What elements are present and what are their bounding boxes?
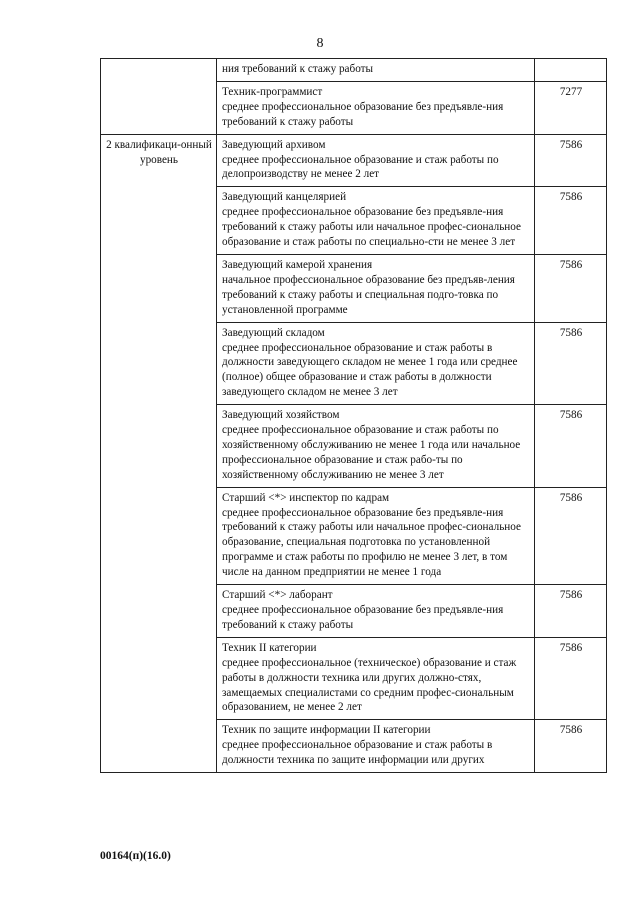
position-cell <box>217 134 535 187</box>
position-title: Старший <*> лаборант <box>222 589 333 602</box>
position-requirements: среднее профессиональное образование и стаж работы по делопроизводству не менее 2 лет <box>222 153 499 181</box>
page-number: 8 <box>316 36 324 51</box>
position-title: Заведующий канцелярией <box>222 191 347 204</box>
position-requirements: среднее профессиональное образование и стаж работы в должности заведующего складом не менее 1 года или среднее (полное) общее образование и стаж работы в должности заведующего складом не менее 3 лет <box>222 341 518 399</box>
position-cell <box>217 322 535 405</box>
position-title: Заведующий складом <box>222 326 325 339</box>
position-requirements: среднее профессиональное образование без предъявле-ния требований к стажу работы или начальное профес-сиональное образование, специальная подготовка по установленной программе и стаж работы по профилю не менее 3 лет, в том числе на данном предприятии не менее 1 года <box>222 506 521 579</box>
position-cell <box>217 637 535 720</box>
position-title: Заведующий хозяйством <box>222 409 340 422</box>
position-cell <box>217 720 535 773</box>
position-cell <box>217 487 535 584</box>
position-requirements: среднее профессиональное образование без предъявле-ния требований к стажу работы <box>222 100 504 128</box>
code-cell: 7586 <box>535 405 607 488</box>
document-code: 00164(п)(16.0) <box>100 850 171 862</box>
position-requirements: ния требований к стажу работы <box>222 63 374 75</box>
position-cell <box>217 405 535 488</box>
code-cell: 7586 <box>535 487 607 584</box>
position-title: Техник по защите информации II категории <box>222 724 431 737</box>
position-requirements: среднее профессиональное образование и стаж работы в должности техника по защите информации или других <box>222 739 493 767</box>
code-cell <box>535 59 607 82</box>
position-requirements: среднее профессиональное образование без предъявле-ния требований к стажу работы или начальное профес-сиональное образование и стаж работы по специально-сти не менее 3 лет <box>222 206 521 249</box>
qualification-level-cell: 2 квалификаци-онный уровень <box>101 134 217 772</box>
table-row <box>101 59 607 82</box>
position-title: Техник II категории <box>222 641 317 654</box>
code-cell: 7586 <box>535 720 607 773</box>
code-cell: 7586 <box>535 134 607 187</box>
position-title: Заведующий архивом <box>222 138 326 151</box>
qualification-table <box>100 58 607 773</box>
code-cell: 7277 <box>535 81 607 134</box>
position-cell <box>217 81 535 134</box>
position-requirements: начальное профессиональное образование без предъяв-ления требований к стажу работы и специальная подго-товка по установленной программе <box>222 273 515 316</box>
code-cell: 7586 <box>535 322 607 405</box>
position-cell <box>217 187 535 255</box>
position-requirements: среднее профессиональное образование и стаж работы по хозяйственному обслуживанию не менее 1 года или начальное профессиональное образование и стаж рабо-ты по хозяйственному обслуживанию не менее 3 лет <box>222 424 521 481</box>
position-title: Техник-программист <box>222 85 323 98</box>
qualification-level-cell <box>101 59 217 135</box>
position-cell <box>217 254 535 322</box>
code-cell: 7586 <box>535 585 607 638</box>
position-requirements: среднее профессиональное образование без предъявле-ния требований к стажу работы <box>222 604 504 631</box>
position-requirements: среднее профессиональное (техническое) образование и стаж работы в должности техника или других должно-стях, замещаемых специалистами со средним профес-сиональным образованием, не менее 2 лет <box>222 656 517 714</box>
table-row <box>101 134 607 187</box>
position-title: Заведующий камерой хранения <box>222 258 373 271</box>
code-cell: 7586 <box>535 637 607 720</box>
position-cell <box>217 585 535 638</box>
position-cell <box>217 59 535 82</box>
position-title: Старший <*> инспектор по кадрам <box>222 491 390 504</box>
code-cell: 7586 <box>535 254 607 322</box>
code-cell: 7586 <box>535 187 607 255</box>
